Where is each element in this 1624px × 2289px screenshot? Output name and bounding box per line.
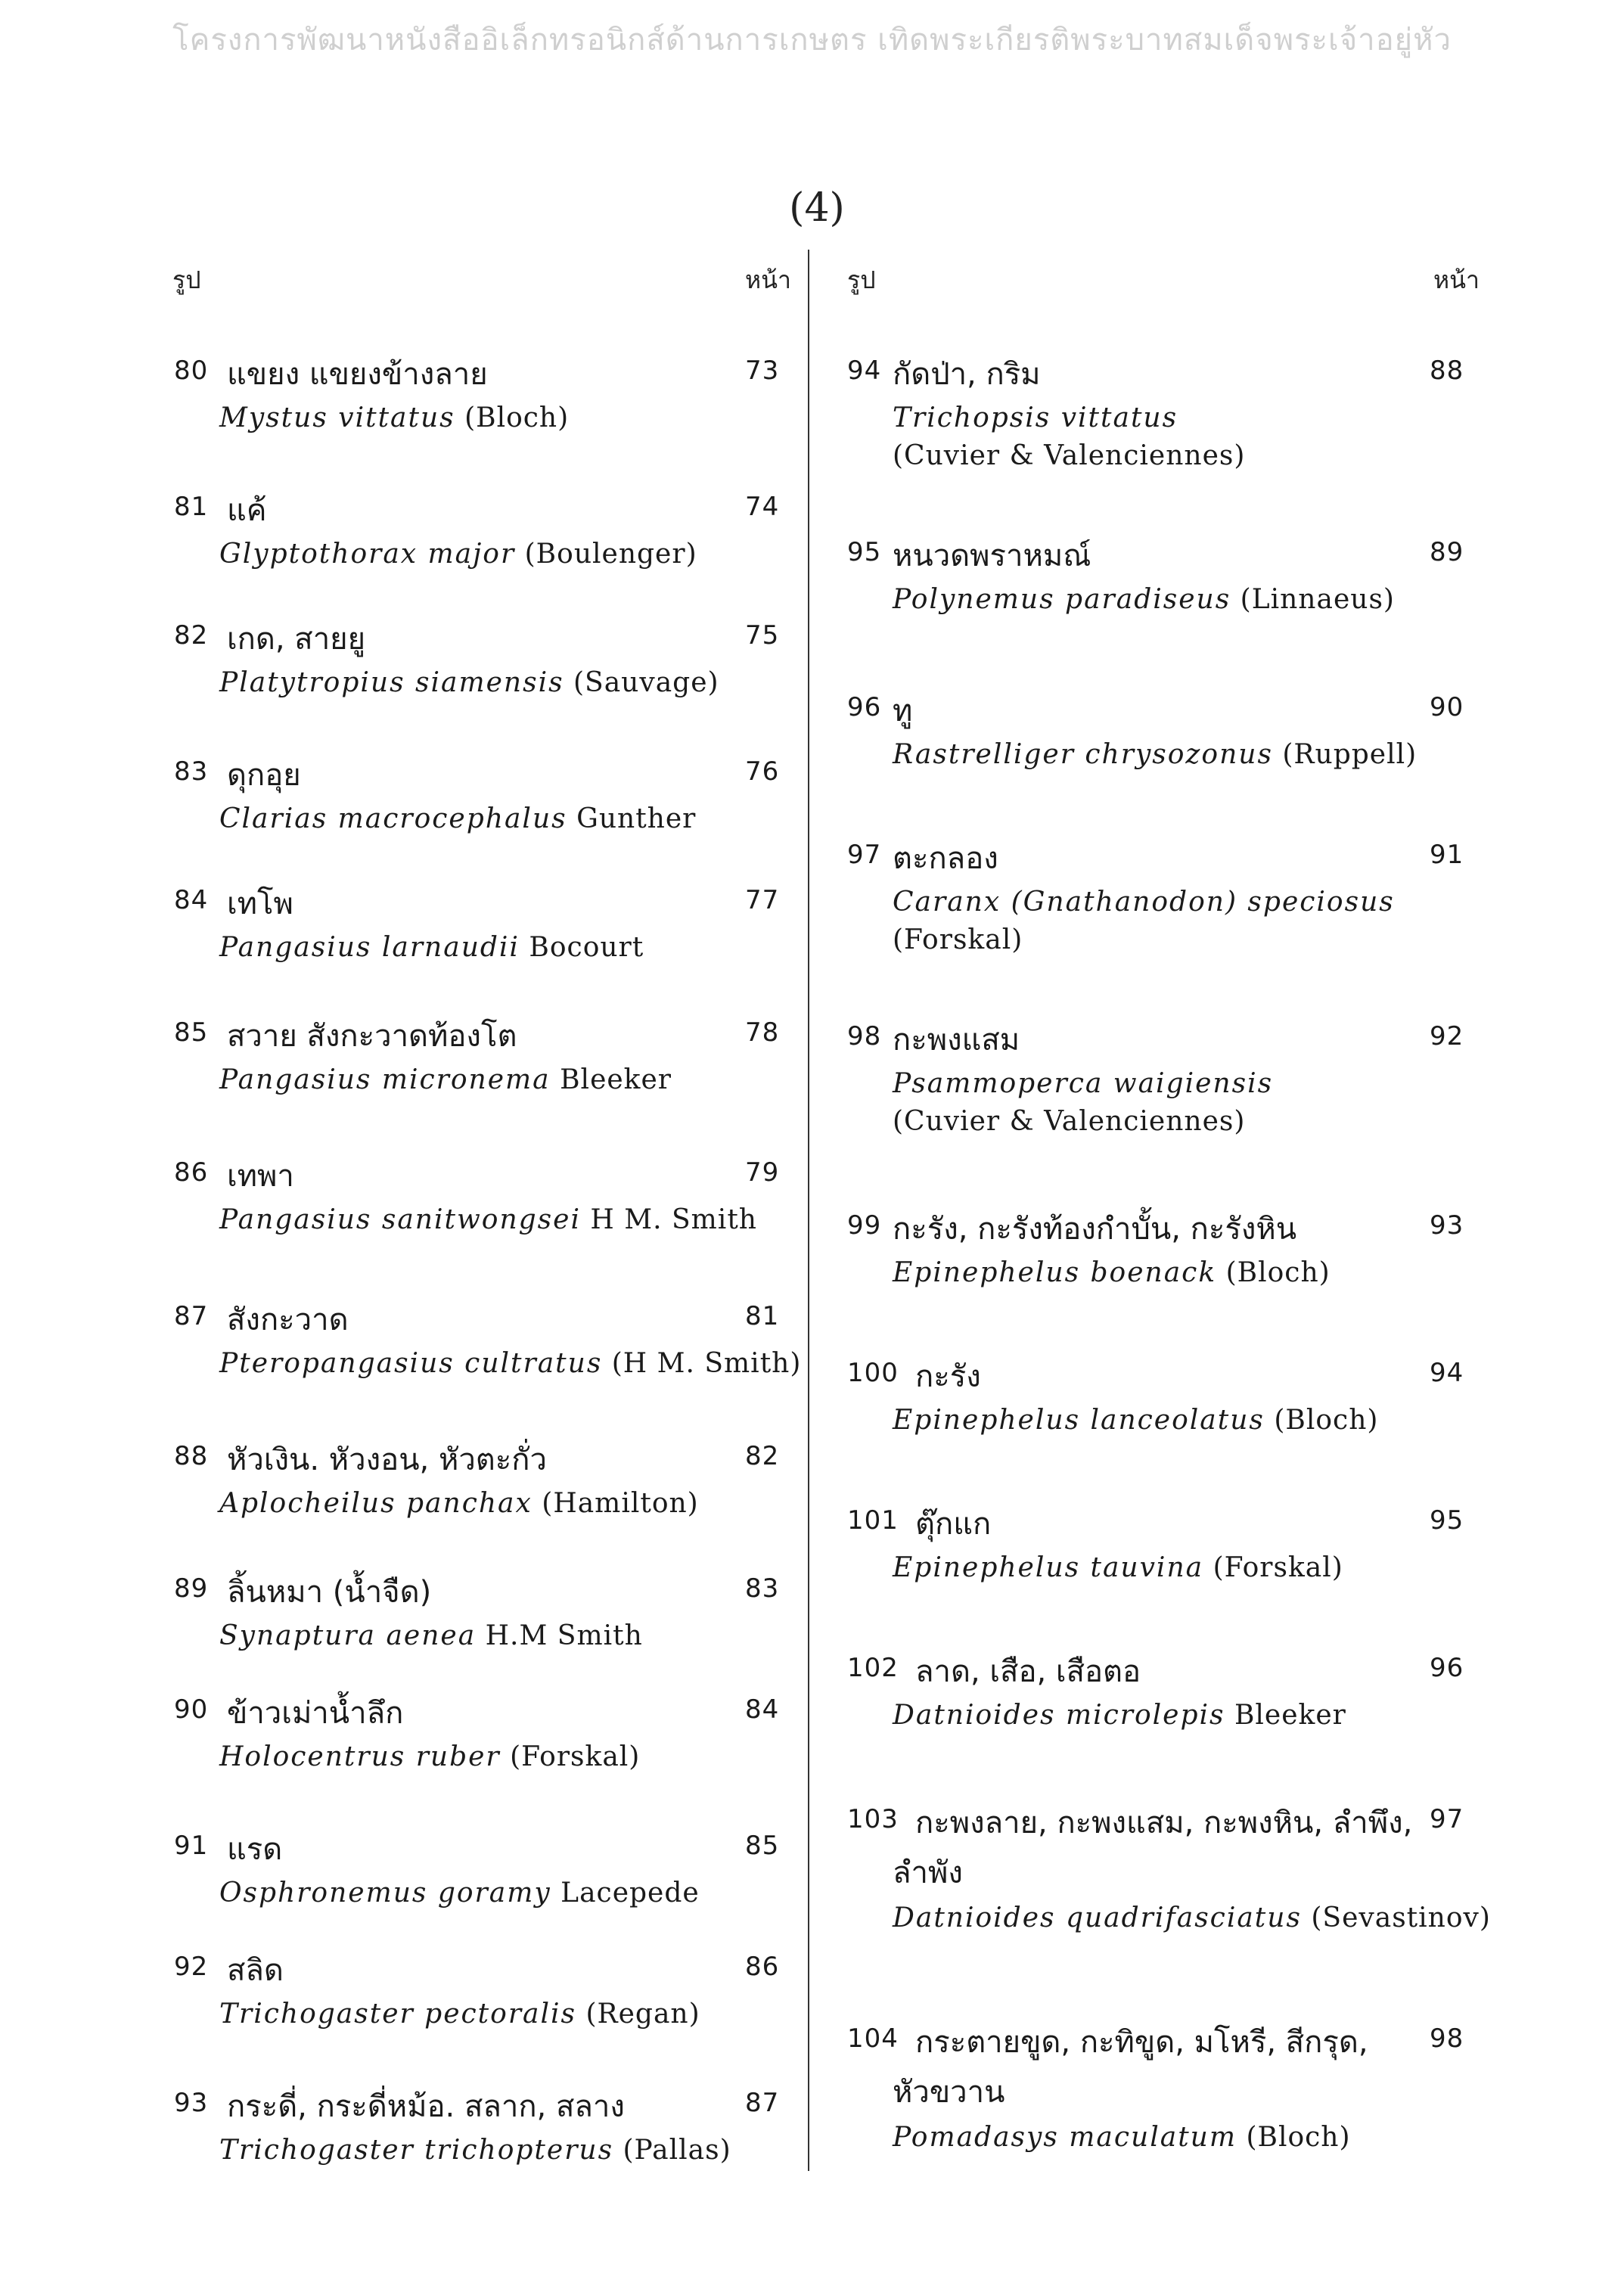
author: Lacepede <box>560 1877 700 1909</box>
scientific-name-line <box>893 1902 1491 1933</box>
thai-name: สังกะวาด <box>227 1303 349 1337</box>
scientific-name-line <box>219 402 569 433</box>
thai-name: ลาด, เสือ, เสือตอ <box>915 1654 1141 1689</box>
thai-name-continued: ลำพัง <box>893 1856 963 1890</box>
scientific-name-line <box>219 1348 801 1379</box>
figure-number: 83 <box>174 756 209 787</box>
thai-name: แขยง แขยงข้างลาย <box>227 357 488 392</box>
thai-name: ตุ๊กแก <box>915 1507 992 1542</box>
scientific-name-line <box>893 584 1395 615</box>
scientific-name: Osphronemus goramy <box>219 1877 551 1909</box>
figure-number: 97 <box>847 840 882 870</box>
thai-name: สลิด <box>227 1953 284 1988</box>
figure-number: 98 <box>847 1021 882 1051</box>
page-ref: 87 <box>745 2088 780 2118</box>
scientific-name: Trichogaster pectoralis <box>219 1999 576 2030</box>
page-ref: 96 <box>1430 1653 1464 1683</box>
page-ref: 91 <box>1430 840 1464 870</box>
page-ref: 78 <box>745 1017 780 1048</box>
scientific-name: Synaptura aenea <box>219 1620 477 1651</box>
scientific-name: Pomadasys maculatum <box>893 2122 1237 2153</box>
figure-number: 80 <box>174 356 209 386</box>
figure-number: 88 <box>174 1441 209 1471</box>
page-ref: 97 <box>1430 1804 1464 1834</box>
page-ref: 86 <box>745 1952 780 1982</box>
author: (Pallas) <box>623 2135 731 2166</box>
page-ref: 84 <box>745 1694 780 1725</box>
page-ref: 74 <box>745 492 780 522</box>
author: (Cuvier & Valenciennes) <box>893 1106 1246 1137</box>
page-ref: 90 <box>1430 692 1464 722</box>
figure-number: 96 <box>847 692 882 722</box>
page-ref: 77 <box>745 885 780 915</box>
author: Bleeker <box>1234 1700 1346 1731</box>
page-ref: 94 <box>1430 1358 1464 1388</box>
column-divider <box>808 250 809 2171</box>
thai-name: กะพงลาย, กะพงแสม, กะพงหิน, ลำพึง, <box>915 1806 1413 1840</box>
figure-number: 85 <box>174 1017 209 1048</box>
thai-name: เทพา <box>227 1159 294 1194</box>
page-ref: 73 <box>745 356 780 386</box>
thai-name: กะรัง, กะรังท้องกำบั้น, กะรังหิน <box>893 1212 1297 1247</box>
scientific-name-line <box>893 1552 1343 1583</box>
figure-number: 86 <box>174 1157 209 1188</box>
scientific-name-line <box>219 932 644 963</box>
scientific-name-line <box>219 1999 700 2030</box>
thai-name: ลิ้นหมา (น้ำจืด) <box>227 1575 432 1610</box>
thai-name: กระตายขูด, กะทิขูด, มโหรี, สีกรุด, <box>915 2025 1368 2060</box>
author: (Forskal) <box>510 1741 641 1772</box>
scientific-name-line <box>893 402 1178 433</box>
page-ref: 95 <box>1430 1505 1464 1536</box>
thai-name: เกด, สายยู <box>227 622 366 657</box>
thai-name: กะรัง <box>915 1359 981 1394</box>
scientific-name: Pangasius larnaudii <box>219 932 520 963</box>
figure-number: 92 <box>174 1952 209 1982</box>
page-ref: 93 <box>1430 1210 1464 1241</box>
author: (Sauvage) <box>573 667 719 698</box>
scientific-name: Epinephelus boenack <box>893 1257 1217 1288</box>
figure-number: 95 <box>847 537 882 567</box>
page-ref: 82 <box>745 1441 780 1471</box>
scientific-name: Mystus vittatus <box>219 402 455 433</box>
figure-number: 87 <box>174 1301 209 1331</box>
page-ref: 85 <box>745 1831 780 1861</box>
author: (Forskal) <box>893 924 1023 955</box>
scientific-name-line <box>893 1700 1346 1731</box>
author: Bocourt <box>529 932 644 963</box>
scientific-name-line <box>219 539 697 570</box>
thai-name: ข้าวเม่าน้ำลึก <box>227 1696 404 1731</box>
thai-name: หัวเงิน. หัวงอน, หัวตะกั่ว <box>227 1443 547 1477</box>
figure-number: 93 <box>174 2088 209 2118</box>
author: (Sevastinov) <box>1311 1902 1491 1933</box>
scientific-name: Datnioides quadrifasciatus <box>893 1902 1302 1933</box>
thai-name: หนวดพราหมณ์ <box>893 539 1091 573</box>
author: (Bloch) <box>1274 1405 1379 1436</box>
figure-number: 103 <box>847 1804 899 1834</box>
scientific-name: Pteropangasius cultratus <box>219 1348 603 1379</box>
author: Bleeker <box>560 1064 672 1095</box>
author: (Linnaeus) <box>1240 584 1395 615</box>
scientific-name: Platytropius siamensis <box>219 667 564 698</box>
scientific-name-line <box>893 739 1417 770</box>
figure-number: 104 <box>847 2023 899 2054</box>
author: H.M Smith <box>485 1620 643 1651</box>
author: H M. Smith <box>590 1204 757 1235</box>
scientific-name: Pangasius sanitwongsei <box>219 1204 581 1235</box>
page-ref: 89 <box>1430 537 1464 567</box>
thai-name: ดุกอุย <box>227 758 301 793</box>
thai-name: เทโพ <box>227 887 293 921</box>
scientific-name: Caranx (Gnathanodon) speciosus <box>893 887 1395 918</box>
scientific-name: Pangasius micronema <box>219 1064 551 1095</box>
page-ref: 79 <box>745 1157 780 1188</box>
figure-number: 89 <box>174 1573 209 1604</box>
author: (Hamilton) <box>542 1488 699 1519</box>
author: (Bloch) <box>1225 1257 1331 1288</box>
thai-name: กัดป่า, กริม <box>893 357 1041 392</box>
figure-number: 82 <box>174 620 209 651</box>
scientific-name-line <box>893 1405 1378 1436</box>
header-figure-left: รูป <box>172 266 201 294</box>
scientific-name-line <box>219 803 696 834</box>
header-page-left: หน้า <box>745 266 791 294</box>
scientific-name-line <box>219 1877 700 1909</box>
scientific-name: Glyptothorax major <box>219 539 516 570</box>
scientific-name: Aplocheilus panchax <box>219 1488 533 1519</box>
author: (Regan) <box>585 1999 700 2030</box>
author: (Ruppell) <box>1282 739 1418 770</box>
header-page-right: หน้า <box>1433 266 1480 294</box>
scientific-name-line <box>893 1068 1273 1099</box>
watermark: โครงการพัฒนาหนังสืออิเล็กทรอนิกส์ด้านการเกษตร เทิดพระเกียรติพระบาทสมเด็จพระเจ้าอยู่หัว <box>172 23 1452 57</box>
thai-name: สวาย สังกะวาดท้องโต <box>227 1019 517 1054</box>
scientific-name: Datnioides microlepis <box>893 1700 1225 1731</box>
page-ref: 76 <box>745 756 780 787</box>
figure-number: 91 <box>174 1831 209 1861</box>
scientific-name-line <box>219 1064 672 1095</box>
page-ref: 92 <box>1430 1021 1464 1051</box>
author: Gunther <box>576 803 697 834</box>
scientific-name-line <box>219 2135 731 2166</box>
scientific-name: Rastrelliger chrysozonus <box>893 739 1273 770</box>
figure-number: 99 <box>847 1210 882 1241</box>
author: (Bloch) <box>1246 2122 1351 2153</box>
author: (Boulenger) <box>524 539 697 570</box>
page-ref: 88 <box>1430 356 1464 386</box>
header-figure-right: รูป <box>847 266 876 294</box>
author: (Forskal) <box>1213 1552 1343 1583</box>
figure-number: 100 <box>847 1358 899 1388</box>
author: (Cuvier & Valenciennes) <box>893 440 1246 471</box>
scientific-name: Psammoperca waigiensis <box>893 1068 1274 1099</box>
author: (Bloch) <box>464 402 570 433</box>
thai-name: ตะกลอง <box>893 841 998 876</box>
scientific-name-line <box>219 1204 757 1235</box>
scientific-name: Epinephelus tauvina <box>893 1552 1204 1583</box>
scientific-name-line <box>219 1488 699 1519</box>
page-ref: 98 <box>1430 2023 1464 2054</box>
figure-number: 84 <box>174 885 209 915</box>
figure-number: 94 <box>847 356 882 386</box>
scientific-name-line <box>893 2122 1351 2153</box>
figure-number: 101 <box>847 1505 899 1536</box>
thai-name: แค้ <box>227 493 267 528</box>
scientific-name-line <box>219 1620 643 1651</box>
thai-name: แรด <box>227 1832 283 1867</box>
author: (H M. Smith) <box>611 1348 802 1379</box>
scientific-name: Polynemus paradiseus <box>893 584 1231 615</box>
thai-name: กระดี่, กระดี่หม้อ. สลาก, สลาง <box>227 2089 625 2124</box>
figure-number: 81 <box>174 492 209 522</box>
figure-number: 90 <box>174 1694 209 1725</box>
scientific-name-line <box>893 887 1395 918</box>
page-ref: 83 <box>745 1573 780 1604</box>
thai-name: ทู <box>893 694 913 728</box>
page-number: (4) <box>789 185 845 231</box>
scientific-name-line <box>893 1257 1331 1288</box>
scientific-name-line <box>219 1741 640 1772</box>
scientific-name: Epinephelus lanceolatus <box>893 1405 1265 1436</box>
page-ref: 81 <box>745 1301 780 1331</box>
scientific-name: Trichogaster trichopterus <box>219 2135 614 2166</box>
scientific-name: Clarias macrocephalus <box>219 803 567 834</box>
figure-number: 102 <box>847 1653 899 1683</box>
scientific-name-line <box>219 667 719 698</box>
scientific-name: Holocentrus ruber <box>219 1741 501 1772</box>
thai-name-continued: หัวขวาน <box>893 2075 1005 2110</box>
thai-name: กะพงแสม <box>893 1023 1020 1058</box>
scientific-name: Trichopsis vittatus <box>893 402 1178 433</box>
page-ref: 75 <box>745 620 780 651</box>
